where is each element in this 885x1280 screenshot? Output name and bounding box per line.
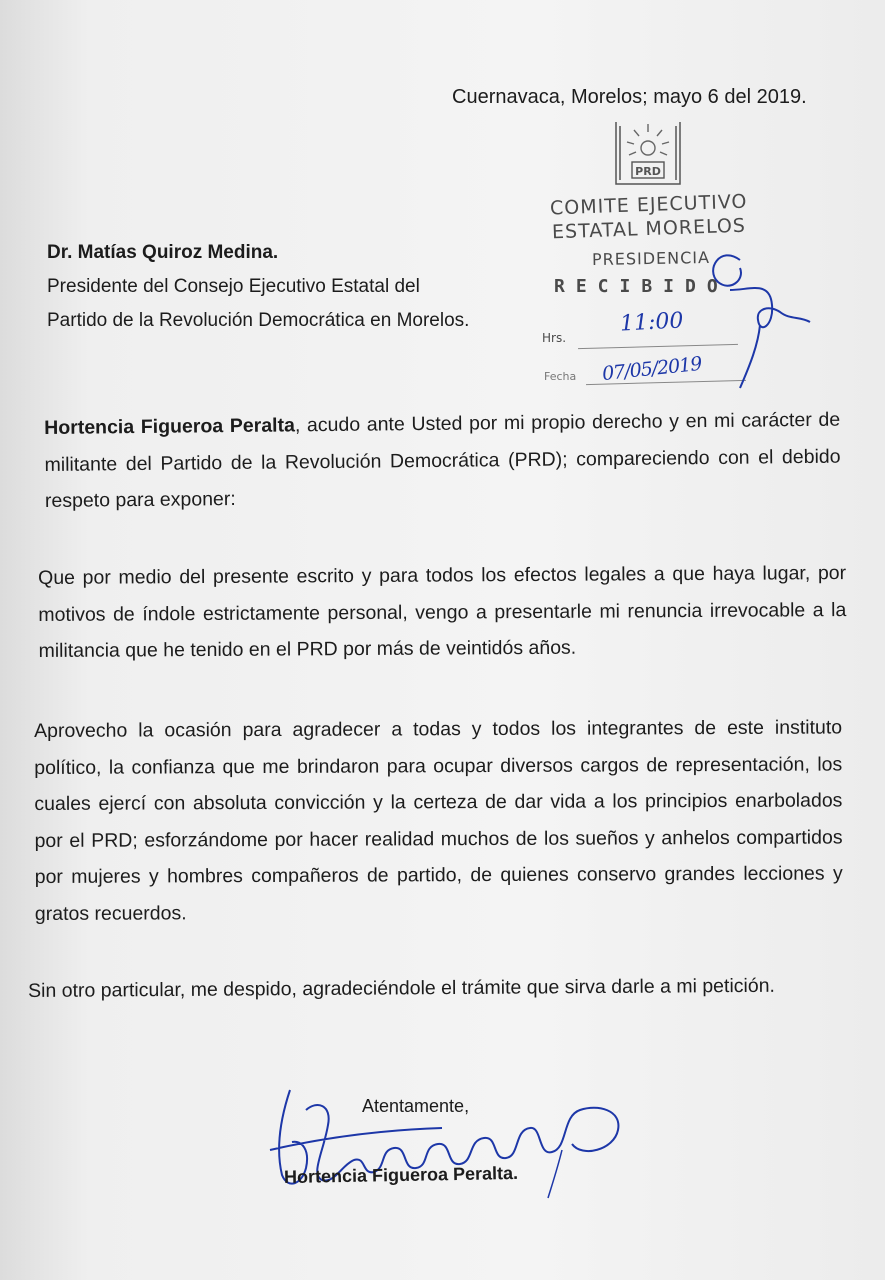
addressee-name: Dr. Matías Quiroz Medina. (47, 242, 279, 263)
stamp-fecha-value: 07/05/2019 (601, 352, 703, 386)
date-line: Cuernavaca, Morelos; mayo 6 del 2019. (452, 86, 807, 108)
addressee-title-line1: Presidente del Consejo Ejecutivo Estatal del (47, 276, 420, 297)
closing-phrase: Atentamente, (362, 1096, 470, 1116)
paragraph-farewell: Sin otro particular, me despido, agradeciéndole el trámite que sirva darle a mi petición. (28, 974, 776, 1002)
signer-name: Hortencia Figueroa Peralta. (283, 1162, 519, 1188)
sender-name-bold: Hortencia Figueroa Peralta (44, 414, 295, 439)
paragraph-resignation: Que por medio del presente escrito y para todos los efectos legales a que haya lugar, por motivos de índole estrictamente personal, vengo a presentarle mi renuncia irrevocable a la militancia que he tenido en el PRD por más de veintidós años. (38, 562, 847, 662)
stamp-line-received: RECIBIDO (554, 276, 729, 297)
stamp-signature-scribble (700, 250, 830, 390)
stamp-line-presidency: PRESIDENCIA (591, 247, 711, 270)
stamp-hrs-label: Hrs. (542, 331, 567, 345)
stamp-hrs-value: 11:00 (619, 308, 685, 337)
paragraph-intro (44, 402, 841, 520)
paragraph-intro-text: , acudo ante Usted por mi propio derecho y en mi carácter de militante del Partido de la Revolución Democrática (PRD); compareciendo con el debido respeto para exponer: (44, 408, 841, 512)
addressee-block (47, 236, 469, 338)
paragraph-gratitude: Aprovecho la ocasión para agradecer a todas y todos los integrantes de este instituto político, la confianza que me brindaron para ocupar diversos cargos de representación, los cuales ejercí con absoluta convicción y la certeza de dar vida a los principios enarbolados por el PRD; esforzándome por hacer realidad muchos de los sueños y anhelos compartidos por mujeres y hombres compañeros de partido, de quienes conservo grandes lecciones y gratos recuerdos. (34, 716, 843, 925)
prd-logo-text: PRD (635, 165, 661, 178)
handwritten-signature (262, 1080, 642, 1210)
addressee-title-line2: Partido de la Revolución Democrática en Morelos. (47, 310, 470, 331)
stamp-fecha-label: Fecha (544, 370, 577, 383)
prd-logo-icon (612, 118, 684, 192)
stamp-line-state: ESTATAL MORELOS (551, 214, 747, 244)
stamp-line-committee: COMITE EJECUTIVO (549, 190, 748, 220)
